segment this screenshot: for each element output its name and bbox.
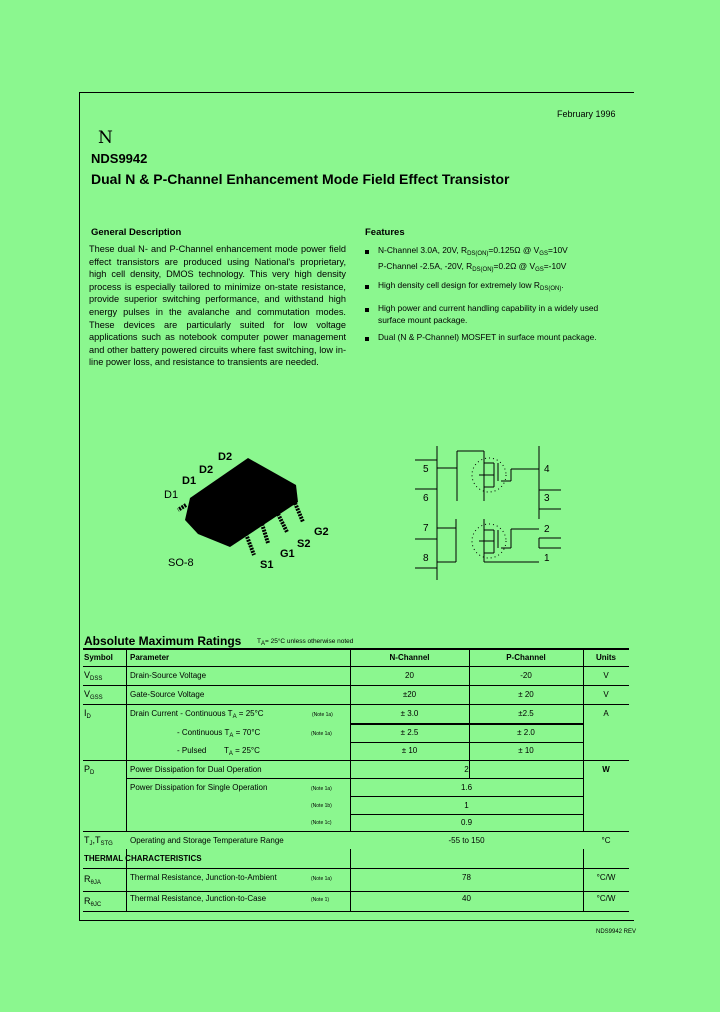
n-vdss: 20 xyxy=(405,671,414,680)
val-rjc: 40 xyxy=(462,894,471,903)
feature-power-a: High power and current handling capability in a widely used xyxy=(378,303,599,313)
table-rule xyxy=(83,831,629,832)
thermal-heading: THERMAL CHARACTERISTICS xyxy=(84,854,202,863)
bullet-icon xyxy=(365,308,369,312)
val-pd-1a: 1.6 xyxy=(460,783,473,792)
n-id-3: ± 10 xyxy=(401,746,418,755)
n-vgss: ±20 xyxy=(402,690,417,699)
col-units: Units xyxy=(596,653,616,662)
col-n-channel: N-Channel xyxy=(389,653,430,662)
param-id-continuous-70: - Continuous $T_A = 70^\circ C$ xyxy=(177,728,261,739)
note-ref: (Note 1a) xyxy=(312,712,333,718)
unit-temp: °C xyxy=(601,836,611,845)
table-rule xyxy=(83,648,629,650)
pinout-schematic xyxy=(405,440,575,580)
table-rule xyxy=(350,814,583,815)
date: February 1996 xyxy=(557,109,616,119)
table-rule xyxy=(83,704,629,705)
feature-p-channel: P-Channel -2.5A, -20V, $R_{DS(ON)}=0.2\Omega$ @ $V_{GS}=-10V$ xyxy=(378,261,567,273)
val-rja: 78 xyxy=(462,873,471,882)
unit-pd: W xyxy=(602,765,610,774)
frame-bottom xyxy=(79,920,634,921)
val-temp: -55 to 150 xyxy=(448,836,485,845)
pin-number: 4 xyxy=(544,464,550,475)
bullet-icon xyxy=(365,285,369,289)
feature-n-channel: N-Channel 3.0A, 20V, $R_{DS(ON)}=0.125\Omega$ @ $V_{GS}=10V$ xyxy=(378,245,568,257)
param-rjc: Thermal Resistance, Junction-to-Case xyxy=(130,894,267,903)
part-number: NDS9942 xyxy=(91,151,148,166)
pin-label: S2 xyxy=(297,538,311,550)
feature-cell-design: High density cell design for extremely low $R_{DS(ON)}$. xyxy=(378,280,564,292)
note-ref: (Note 1a) xyxy=(311,786,332,792)
note-ref: (Note 1) xyxy=(311,897,330,903)
frame-top xyxy=(79,92,634,93)
param-vgss: Gate-Source Voltage xyxy=(130,690,205,699)
symbol-rjc: $R_{\theta JC}$ xyxy=(84,896,102,908)
pin-number: 1 xyxy=(544,553,550,564)
pin-number: 5 xyxy=(423,464,429,475)
table-rule xyxy=(350,796,583,797)
table-rule xyxy=(83,760,629,761)
symbol-temp: $T_J,T_{STG}$ xyxy=(84,835,113,847)
bullet-icon xyxy=(365,337,369,341)
col-p-channel: P-Channel xyxy=(506,653,546,662)
table-rule xyxy=(83,891,629,892)
ratings-condition: $T_A= 25^\circ C$ unless otherwise noted xyxy=(257,638,354,647)
so8-package-drawing xyxy=(150,440,350,580)
feature-power-b: surface mount package. xyxy=(378,315,468,325)
symbol-rja: $R_{\theta JA}$ xyxy=(84,874,101,886)
pin-label: G1 xyxy=(280,548,295,560)
symbol-pd: $P_D$ xyxy=(84,764,95,776)
symbol-id: $I_D$ xyxy=(84,708,91,720)
p-id-3: ± 10 xyxy=(518,746,534,755)
description-heading: General Description xyxy=(91,227,182,238)
col-symbol: Symbol xyxy=(84,653,113,662)
param-temp: Operating and Storage Temperature Range xyxy=(130,836,284,845)
table-rule xyxy=(126,778,583,779)
n-id-1: ± 3.0 xyxy=(400,709,419,718)
features-heading: Features xyxy=(365,227,405,238)
param-id-pulsed: - Pulsed $T_A = 25^\circ C$ xyxy=(177,746,260,757)
param-id-continuous-25: Drain Current - Continuous $T_A = 25^\circ C$ xyxy=(130,709,264,720)
feature-dual: Dual (N & P-Channel) MOSFET in surface mount package. xyxy=(378,332,597,342)
table-rule xyxy=(83,666,629,667)
pin-number: 8 xyxy=(423,553,429,564)
pin-label: S1 xyxy=(260,559,274,571)
table-rule xyxy=(350,723,583,725)
pin-label: D2 xyxy=(218,451,233,463)
bullet-icon xyxy=(365,250,369,254)
unit-vdss: V xyxy=(603,671,609,680)
p-id-2: ± 2.0 xyxy=(517,728,535,737)
note-ref: (Note 1a) xyxy=(311,731,332,737)
symbol-vgss: $V_{GSS}$ xyxy=(84,689,103,701)
national-logo: N xyxy=(98,128,113,148)
param-rja: Thermal Resistance, Junction-to-Ambient xyxy=(130,873,277,882)
pin-label: G2 xyxy=(314,526,329,538)
val-pd-1b: 1 xyxy=(464,801,469,810)
page-title: Dual N & P-Channel Enhancement Mode Field Effect Transistor xyxy=(91,171,510,187)
unit-rja: °C/W xyxy=(596,873,616,882)
unit-rjc: °C/W xyxy=(596,894,616,903)
param-pd-dual: Power Dissipation for Dual Operation xyxy=(130,765,262,774)
pin-number: 7 xyxy=(423,523,429,534)
val-pd-dual: 2 xyxy=(464,765,469,774)
p-vgss: ± 20 xyxy=(518,690,534,699)
footer-revision: NDS9942 REV xyxy=(596,929,637,935)
description-body: These dual N- and P-Channel enhancement mode power field effect transistors are produced using National's proprietary, high cell density, DMOS technology. This very high density process is especially tailored to minimize on-state resistance, provide superior switching performance, and withstand high energy pulses in the avalanche and commutation modes. These devices are particularly suited for low voltage applications such as notebook computer power management and other battery powered circuits where fast switching, low in-line power loss, and resistance to transients are needed. xyxy=(89,244,346,368)
ratings-heading: Absolute Maximum Ratings xyxy=(84,634,242,648)
package-name: SO-8 xyxy=(168,557,194,569)
table-rule xyxy=(83,685,629,686)
note-ref: (Note 1c) xyxy=(311,820,332,826)
table-rule xyxy=(83,868,629,869)
col-parameter: Parameter xyxy=(130,653,170,662)
n-id-2: ± 2.5 xyxy=(400,728,419,737)
table-rule xyxy=(126,649,127,831)
symbol-vdss: $V_{DSS}$ xyxy=(84,670,103,682)
p-id-1: ±2.5 xyxy=(518,709,534,718)
param-pd-single: Power Dissipation for Single Operation xyxy=(130,783,268,792)
pin-number: 6 xyxy=(423,493,429,504)
p-vdss: -20 xyxy=(520,671,532,680)
pin-number: 2 xyxy=(544,524,550,535)
frame-left xyxy=(79,92,80,921)
pin-number: 3 xyxy=(544,493,550,504)
pin-label: D1 xyxy=(182,475,197,487)
unit-id: A xyxy=(603,709,609,718)
note-ref: (Note 1b) xyxy=(311,803,332,809)
pin-label: D2 xyxy=(199,464,214,476)
table-rule xyxy=(350,742,583,743)
param-vdss: Drain-Source Voltage xyxy=(130,671,207,680)
note-ref: (Note 1a) xyxy=(311,876,332,882)
unit-vgss: V xyxy=(603,690,609,699)
val-pd-1c: 0.9 xyxy=(460,818,473,827)
pin-label: D1 xyxy=(164,489,179,501)
table-rule xyxy=(83,911,629,912)
